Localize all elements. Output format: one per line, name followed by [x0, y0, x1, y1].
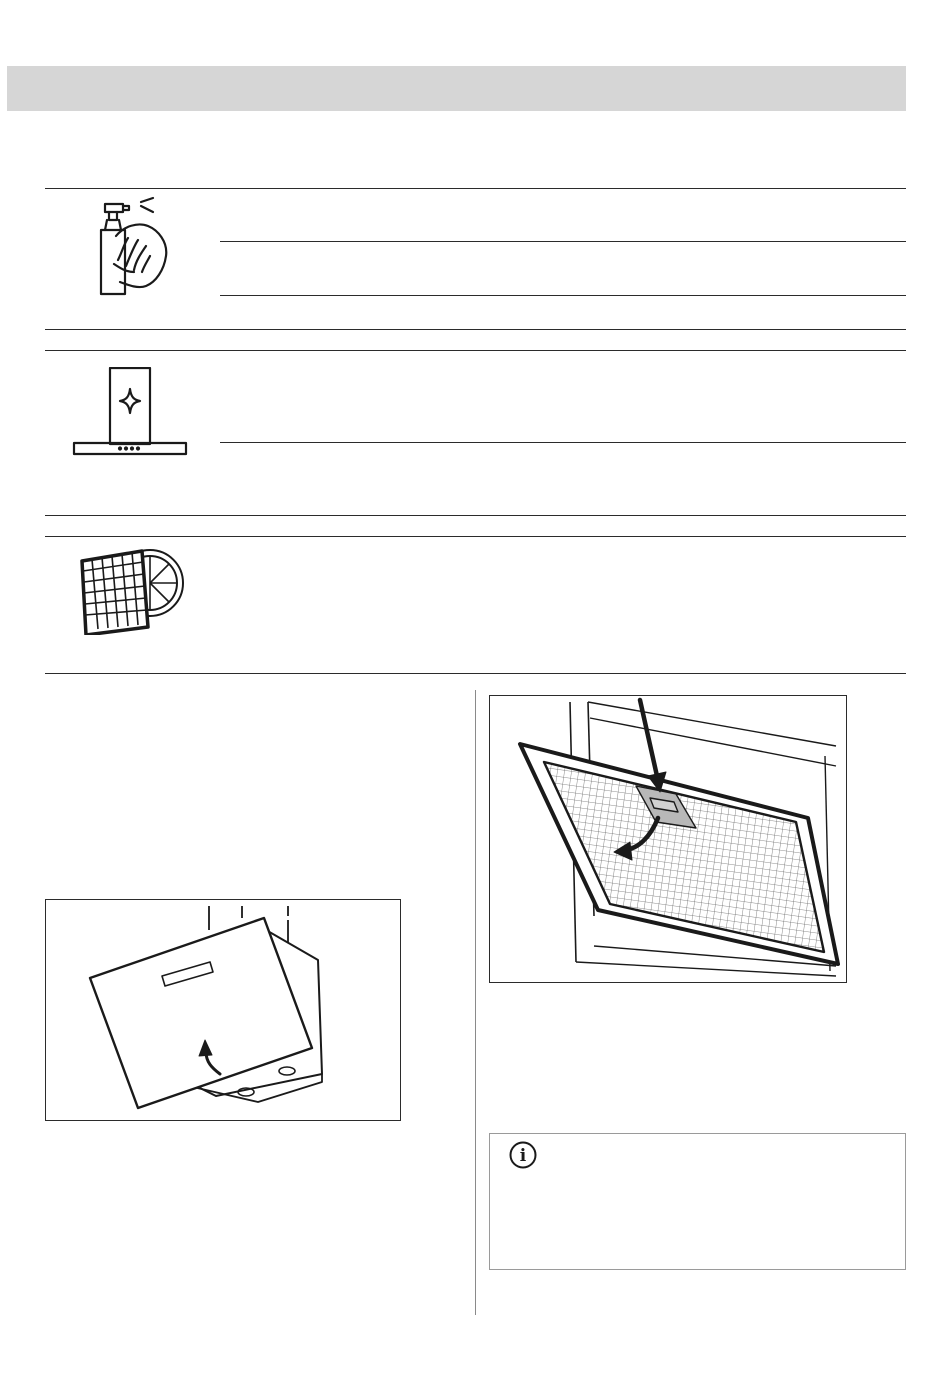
table-row1-divider-2 — [220, 295, 906, 296]
grease-filter-removal-illustration — [489, 695, 847, 983]
cooker-hood-shine-icon — [72, 367, 188, 457]
column-divider — [475, 690, 476, 1315]
table-row2-top-rule — [45, 350, 906, 351]
info-glyph: i — [519, 1146, 527, 1166]
table-row3-top-rule — [45, 536, 906, 537]
table-row1-divider-1 — [220, 241, 906, 242]
table-row2-bottom-rule — [45, 515, 906, 516]
table-bottom-rule — [45, 673, 906, 674]
spray-bottle-cloth-icon — [88, 196, 168, 298]
table-top-rule — [45, 188, 906, 189]
table-row1-bottom-rule — [45, 329, 906, 330]
info-icon — [508, 1140, 538, 1170]
section-header-band — [7, 66, 906, 111]
table-row2-divider — [220, 442, 906, 443]
hood-panel-open-illustration — [45, 899, 401, 1121]
info-note-box — [489, 1133, 906, 1270]
grease-filter-fan-icon — [78, 545, 188, 635]
